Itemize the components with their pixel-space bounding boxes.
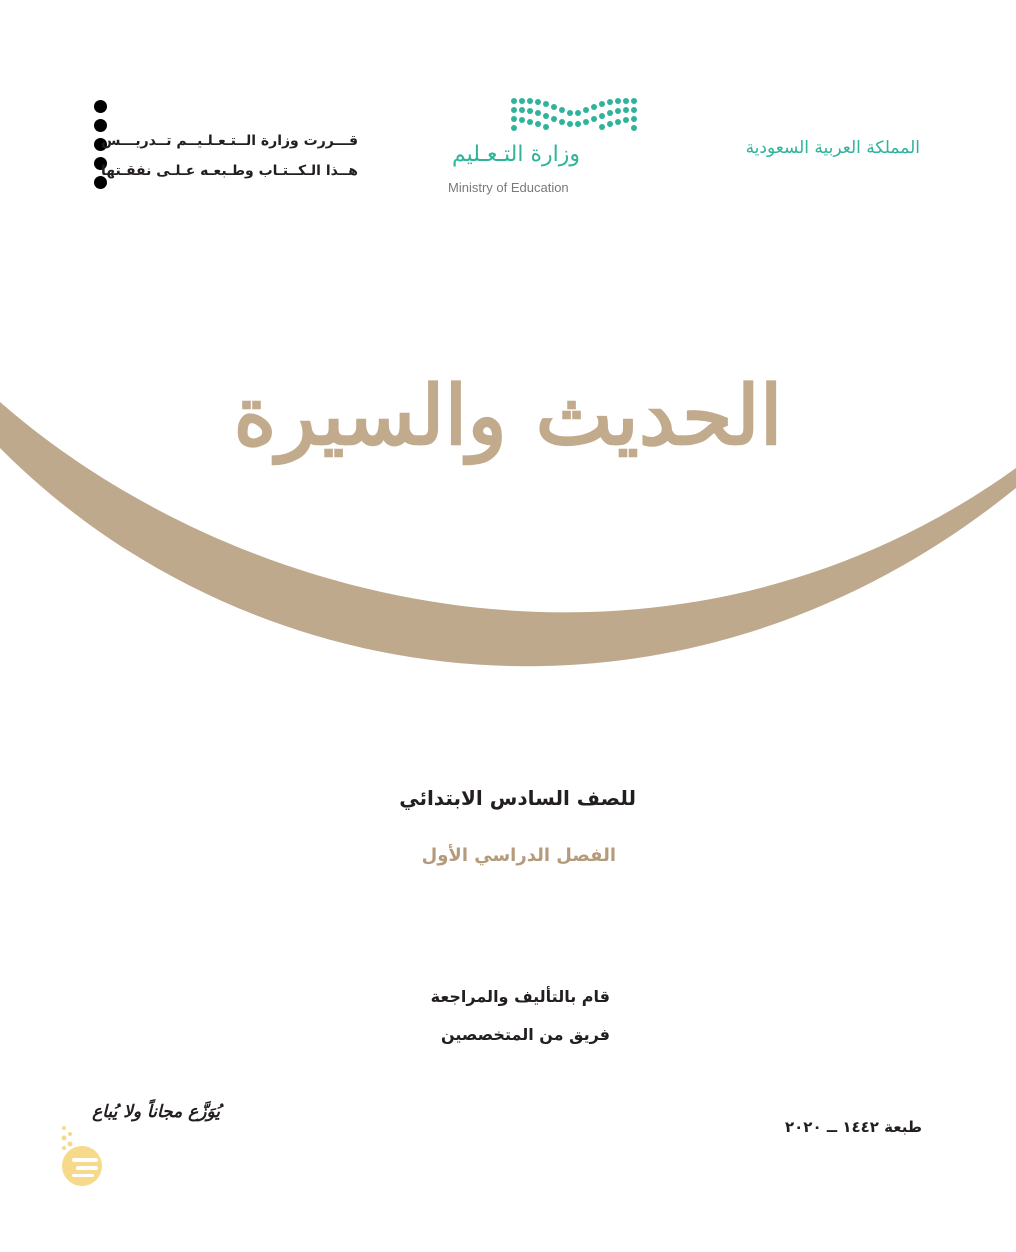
- ministry-dots-icon: [510, 96, 642, 134]
- grade-label: للصف السادس الابتدائي: [399, 786, 636, 810]
- free-distribution-note: يُوَزَّع مجاناً ولا يُباع: [92, 1102, 220, 1122]
- ministry-name-english: Ministry of Education: [448, 180, 569, 195]
- authorship-line-2: فريق من المتخصصين: [440, 1025, 610, 1044]
- authorship-note: [300, 978, 610, 1054]
- kingdom-name: المملكة العربية السعودية: [745, 138, 920, 158]
- decree-line-1: قـــررت وزارة الــتـعـلـيــم تــدريـــس: [101, 133, 358, 149]
- edition-label: طبعة ١٤٤٢ ــ ٢٠٢٠: [785, 1118, 922, 1136]
- ministry-name-arabic: وزارة التـعـليم: [451, 142, 580, 167]
- free-distribution-logo-icon: [58, 1124, 106, 1186]
- authorship-line-1: قام بالتأليف والمراجعة: [430, 987, 610, 1006]
- book-title: الحديث والسيرة: [233, 368, 783, 464]
- ministry-logo: [440, 96, 650, 206]
- decree-line-2: هــذا الـكــتـاب وطـبعـه عـلـى نفقـتها: [100, 163, 358, 179]
- ministry-decree: [100, 126, 358, 186]
- semester-label: الفصل الدراسي الأول: [421, 845, 616, 866]
